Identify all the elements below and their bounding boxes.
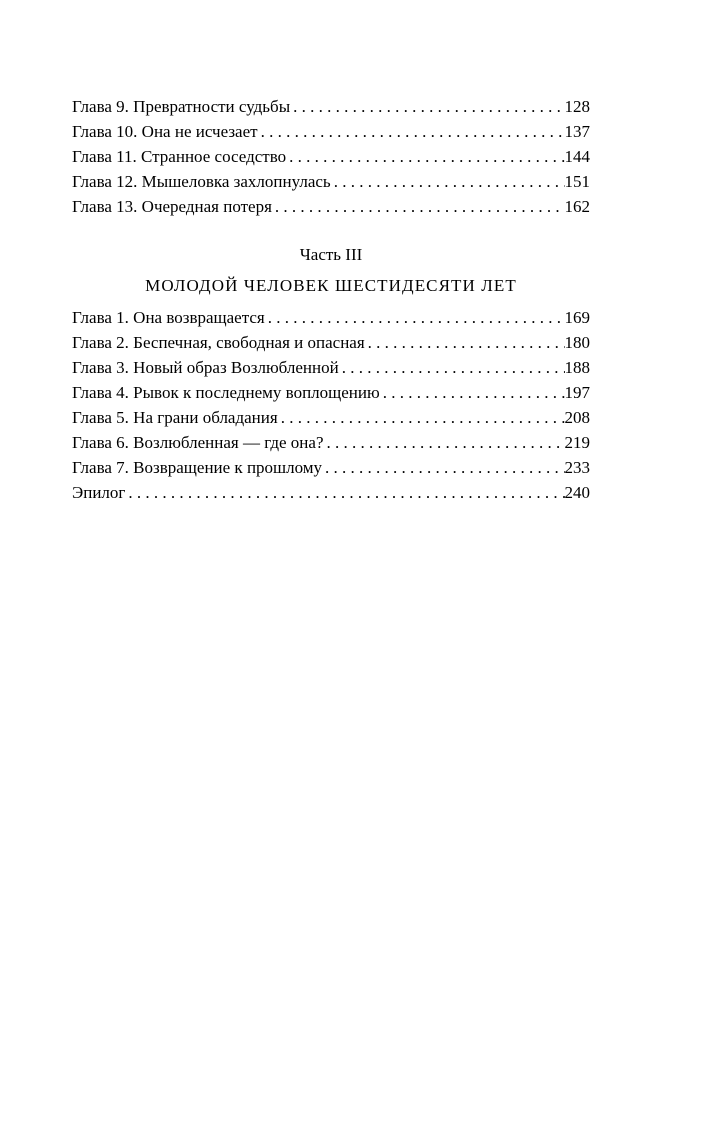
toc-leader-dots <box>380 380 565 405</box>
toc-leader-dots <box>331 169 565 194</box>
toc-leader-dots <box>125 480 564 505</box>
toc-entry[interactable] <box>72 430 590 455</box>
toc-entry[interactable] <box>72 144 590 169</box>
toc-leader-dots <box>265 305 565 330</box>
toc-leader-dots <box>278 405 565 430</box>
toc-entry-page: 197 <box>564 383 590 402</box>
toc-entry-page: 128 <box>564 97 590 116</box>
toc-entry[interactable] <box>72 330 590 355</box>
toc-leader-dots <box>339 355 565 380</box>
toc-entry-page: 233 <box>564 458 590 477</box>
toc-entry-title: Эпилог <box>72 483 126 502</box>
toc-entry-page: 240 <box>564 483 590 502</box>
toc-entry-title: Глава 9. Превратности судьбы <box>72 97 291 116</box>
toc-entry-title: Глава 1. Она возвращается <box>72 308 265 327</box>
toc-entry[interactable] <box>72 119 590 144</box>
part-label: Часть III <box>299 245 363 264</box>
toc-entry-title: Глава 3. Новый образ Возлюбленной <box>72 358 339 377</box>
toc-entry-page: 219 <box>564 433 590 452</box>
toc-entry[interactable] <box>72 94 590 119</box>
toc-entry-page: 151 <box>564 172 590 191</box>
toc-entry-page: 169 <box>564 308 590 327</box>
toc-leader-dots <box>324 430 565 455</box>
toc-leader-dots <box>365 330 565 355</box>
toc-leader-dots <box>290 94 564 119</box>
toc-leader-dots <box>286 144 564 169</box>
toc-entry[interactable] <box>72 480 590 505</box>
toc-entry-title: Глава 4. Рывок к последнему воплощению <box>72 383 380 402</box>
toc-entry[interactable] <box>72 355 590 380</box>
toc-entry-page: 180 <box>564 333 590 352</box>
toc-entry[interactable] <box>72 455 590 480</box>
toc-leader-dots <box>272 194 565 219</box>
toc-entry[interactable] <box>72 305 590 330</box>
toc-leader-dots <box>258 119 565 144</box>
toc-entry-title: Глава 11. Странное соседство <box>72 147 287 166</box>
toc-leader-dots <box>322 455 564 480</box>
toc-entry-page: 188 <box>564 358 590 377</box>
toc-list-part2 <box>72 94 590 219</box>
toc-entry-title: Глава 6. Возлюбленная — где она? <box>72 433 324 452</box>
toc-entry-page: 162 <box>564 197 590 216</box>
toc-entry-title: Глава 5. На грани обладания <box>72 408 278 427</box>
toc-entry-title: Глава 13. Очередная потеря <box>72 197 272 216</box>
toc-entry-title: Глава 2. Беспечная, свободная и опасная <box>72 333 365 352</box>
toc-entry-title: Глава 7. Возвращение к прошлому <box>72 458 323 477</box>
table-of-contents <box>72 94 590 505</box>
toc-entry-title: Глава 12. Мышеловка захлопнулась <box>72 172 331 191</box>
toc-entry[interactable] <box>72 405 590 430</box>
toc-entry-page: 208 <box>564 408 590 427</box>
toc-entry[interactable] <box>72 194 590 219</box>
toc-entry-page: 137 <box>564 122 590 141</box>
toc-entry-page: 144 <box>564 147 590 166</box>
part-title: МОЛОДОЙ ЧЕЛОВЕК ШЕСТИДЕСЯТИ ЛЕТ <box>145 276 517 295</box>
toc-entry[interactable] <box>72 169 590 194</box>
toc-entry-title: Глава 10. Она не исчезает <box>72 122 258 141</box>
toc-entry[interactable] <box>72 380 590 405</box>
toc-list-part3 <box>72 305 590 505</box>
